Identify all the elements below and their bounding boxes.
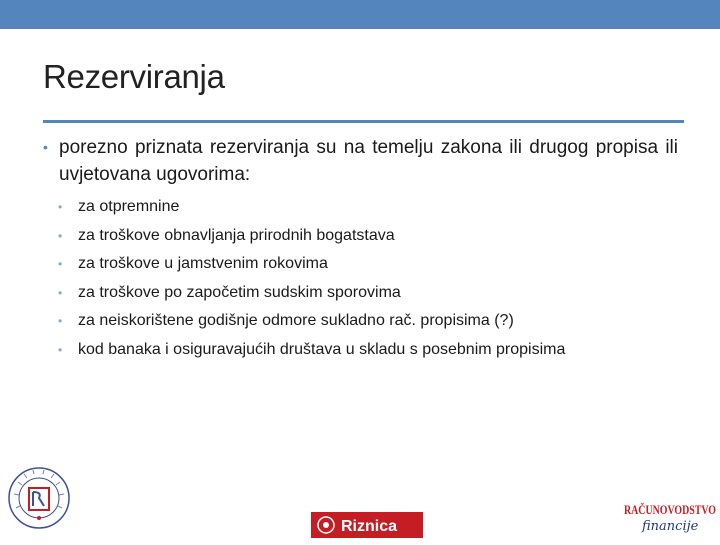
sub-bullet-text: za troškove obnavljanja prirodnih bogatstava [78, 226, 395, 244]
sub-bullet-item [58, 193, 565, 222]
riznica-logo-text: Riznica [341, 518, 398, 535]
sub-bullet-item [58, 250, 565, 279]
main-bullet [43, 134, 678, 188]
sub-bullet-text: kod banaka i osiguravajućih društava u skladu s posebnim propisima [78, 340, 566, 358]
slide-title: Rezerviranja [43, 58, 225, 95]
financije-text: financije [642, 519, 699, 534]
header-band [0, 0, 720, 29]
sub-bullet-item [58, 222, 565, 251]
sub-bullet-text: za neiskorištene godišnje odmore sukladno rač. propisima (?) [78, 312, 514, 330]
sub-bullet-item [58, 336, 565, 365]
association-seal-logo [6, 462, 72, 534]
bullet-icon: • [58, 285, 63, 300]
sub-bullet-text: za otpremnine [78, 198, 180, 215]
bullet-icon: • [58, 228, 63, 243]
main-bullet-text: porezno priznata rezerviranja su na temelju zakona ili drugog propisa ili uvjetovana ugovorima: [59, 137, 678, 185]
racunovodstvo-text: RAČUNOVODSTVO [624, 503, 717, 517]
bullet-icon: • [43, 139, 48, 155]
bullet-icon: • [58, 342, 63, 357]
racunovodstvo-financije-logo [622, 494, 718, 540]
sub-bullet-text: za troškove u jamstvenim rokovima [78, 255, 328, 273]
sub-bullet-item [58, 279, 565, 308]
title-divider [43, 120, 684, 123]
sub-bullet-item [58, 307, 565, 336]
sub-bullet-list [58, 193, 565, 365]
bullet-icon: • [58, 257, 63, 272]
riznica-logo [311, 512, 423, 538]
bullet-icon: • [58, 314, 63, 329]
bullet-icon: • [58, 200, 63, 214]
sub-bullet-text: za troškove po započetim sudskim sporovima [78, 283, 401, 301]
